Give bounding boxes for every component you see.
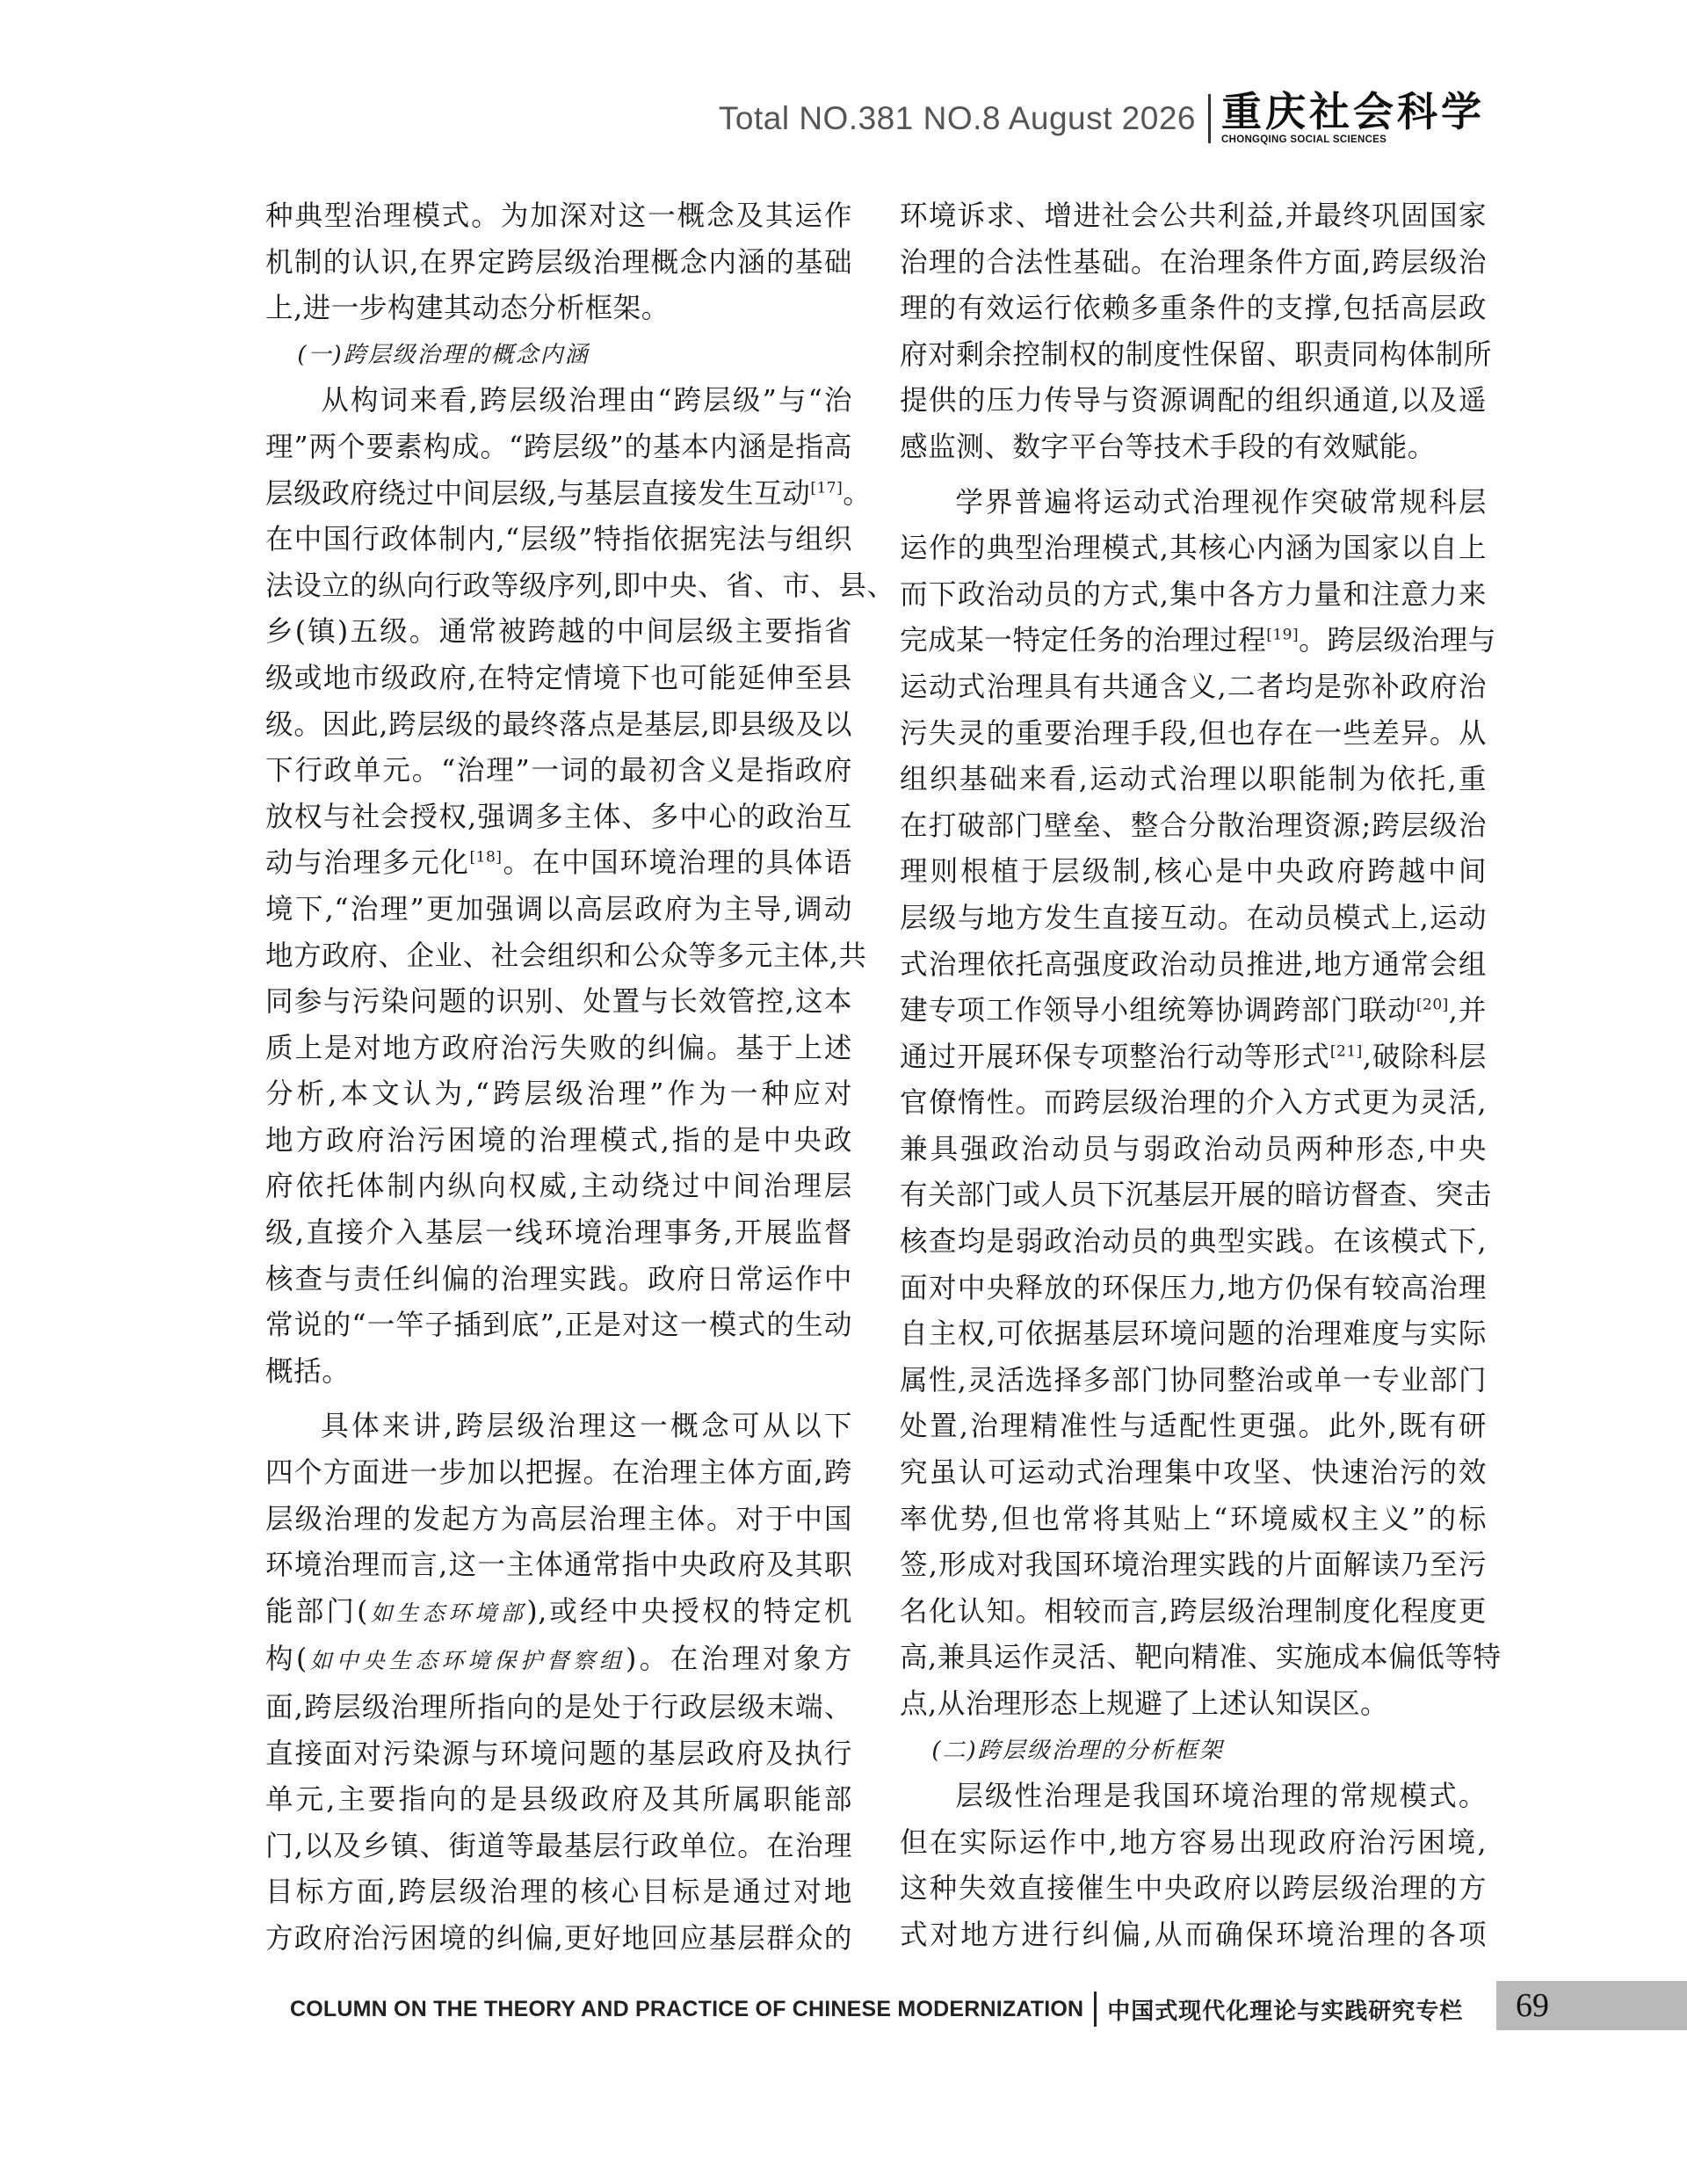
line-text: 常说的“一竿子插到底”,正是对这一模式的生动	[265, 1310, 852, 1342]
text-line	[265, 1497, 852, 1543]
text-line	[900, 849, 1487, 896]
line-text: 究虽认可运动式治理集中攻坚、快速治污的效	[900, 1457, 1487, 1490]
line-text: 级,直接介入基层一线环境治理事务,开展监督	[265, 1217, 852, 1250]
text-line	[900, 1311, 1487, 1358]
text-line	[265, 1026, 852, 1072]
text-line	[265, 1636, 852, 1685]
text-line	[900, 664, 1487, 711]
text-line	[265, 979, 852, 1026]
text-line	[900, 1542, 1487, 1589]
page-number-box	[1496, 1981, 1687, 2030]
line-text: 层级政府绕过中间层级,与基层直接发生互动	[265, 477, 811, 510]
text-line	[265, 840, 852, 887]
text-line	[900, 896, 1487, 942]
line-text: (二)跨层级治理的分析框架	[931, 1737, 1224, 1764]
text-line	[900, 1681, 1487, 1728]
text-line	[900, 572, 1487, 619]
citation-ref: [21]	[1329, 1042, 1363, 1061]
line-text: 环境诉求、增进社会公共利益,并最终巩固国家	[900, 200, 1487, 232]
text-line	[900, 1635, 1502, 1681]
line-text: 四个方面进一步加以把握。在治理主体方面,跨	[265, 1457, 852, 1490]
text-line	[900, 1358, 1487, 1404]
text-line	[900, 480, 1487, 526]
line-text: 地方政府治污困境的治理模式,指的是中央政	[265, 1124, 852, 1157]
line-text: 环境治理而言,这一主体通常指中央政府及其职	[265, 1549, 852, 1582]
text-line	[265, 563, 895, 610]
text-line	[265, 1869, 852, 1916]
paragraph-gap	[265, 1395, 852, 1404]
line-text: 具体来讲,跨层级治理这一概念可从以下	[321, 1411, 852, 1443]
text-line	[900, 1172, 1492, 1219]
line-text: 属性,灵活选择多部门协同整治或单一专业部门	[900, 1364, 1487, 1397]
text-line	[900, 1589, 1487, 1636]
line-text: 府依托体制内纵向权威,主动绕过中间治理层	[265, 1171, 852, 1203]
line-text: 运动式治理具有共通含义,二者均是弥补政府治	[900, 671, 1487, 703]
left-column	[265, 193, 895, 1963]
column-title-en: COLUMN ON THE THEORY AND PRACTICE OF CHINESE MODERNIZATION	[290, 1996, 1084, 2021]
line-text: 单元,主要指向的是县级政府及其所属职能部	[265, 1784, 852, 1817]
text-line	[900, 1912, 1487, 1959]
text-line	[265, 933, 867, 980]
text-line	[265, 609, 852, 656]
line-text: 官僚惰性。而跨层级治理的介入方式更为灵活,	[900, 1087, 1487, 1120]
footer-divider	[1094, 1992, 1097, 2027]
text-line	[900, 378, 1487, 424]
line-text-tail: ,破除科层	[1362, 1041, 1487, 1073]
text-line	[900, 1404, 1487, 1450]
line-text: 种典型治理模式。为加深对这一概念及其运作	[265, 200, 852, 232]
text-line	[900, 1450, 1487, 1497]
text-line	[265, 1450, 852, 1497]
text-line	[900, 988, 1487, 1034]
line-text: 核查均是弱政治动员的典型实践。在该模式下,	[900, 1226, 1487, 1259]
line-text: 理”两个要素构成。“跨层级”的基本内涵是指高	[265, 431, 852, 463]
line-text-tail: ),或经中央授权的特定机	[526, 1595, 852, 1628]
text-line	[900, 618, 1496, 664]
line-text: 签,形成对我国环境治理实践的片面解读乃至污	[900, 1549, 1487, 1582]
text-line	[265, 1589, 852, 1637]
line-text: 通过开展环保专项整治行动等形式	[900, 1041, 1330, 1073]
line-text: 概括。	[265, 1355, 351, 1388]
line-text: 动与治理多元化	[265, 847, 470, 880]
line-text: 运作的典型治理模式,其核心内涵为国家以自上	[900, 533, 1487, 565]
text-line	[265, 517, 852, 563]
header-divider	[1208, 94, 1211, 143]
line-text: 提供的压力传导与资源调配的组织通道,以及遥	[900, 385, 1487, 417]
line-text: 法设立的纵向行政等级序列,即中央、省、市、县、	[265, 570, 895, 602]
text-line	[265, 748, 852, 795]
text-line	[900, 711, 1487, 758]
line-text: 方政府治污困境的纠偏,更好地回应基层群众的	[265, 1922, 852, 1955]
section-subheading	[265, 332, 852, 379]
line-text: 这种失效直接催生中央政府以跨层级治理的方	[900, 1873, 1487, 1905]
line-text: 自主权,可依据基层环境问题的治理难度与实际	[900, 1318, 1487, 1351]
text-line	[265, 1164, 852, 1210]
line-text: 组织基础来看,运动式治理以职能制为依托,重	[900, 764, 1487, 796]
text-line	[265, 424, 852, 471]
line-text: 上,进一步构建其动态分析框架。	[265, 293, 670, 325]
line-text: 层级治理的发起方为高层治理主体。对于中国	[265, 1503, 852, 1535]
line-text: 理的有效运行依赖多重条件的支撑,包括高层政	[900, 293, 1487, 325]
journal-logo	[1221, 88, 1485, 146]
page-number: 69	[1516, 1987, 1549, 2024]
text-line	[265, 1118, 852, 1165]
line-text: 完成某一特定任务的治理过程	[900, 625, 1267, 657]
line-text: 目标方面,跨层级治理的核心目标是通过对地	[265, 1876, 852, 1909]
text-line	[265, 378, 852, 424]
text-line	[265, 1777, 852, 1824]
line-text: 处置,治理精准性与适配性更强。此外,既有研	[900, 1411, 1487, 1443]
inline-note: 如中央生态环境保护督察组	[307, 1648, 626, 1674]
line-text: 门,以及乡镇、街道等最基层行政单位。在治理	[265, 1830, 852, 1862]
column-title-cn: 中国式现代化理论与实践研究专栏	[1107, 1998, 1464, 2025]
line-text: 感监测、数字平台等技术手段的有效赋能。	[900, 431, 1436, 463]
text-line	[265, 1071, 852, 1118]
text-line	[900, 1034, 1487, 1081]
text-line	[900, 240, 1487, 287]
line-text: 兼具强政治动员与弱政治动员两种形态,中央	[900, 1133, 1487, 1165]
line-text: 在中国行政体制内,“层级”特指依据宪法与组织	[265, 524, 852, 556]
citation-ref: [19]	[1266, 626, 1300, 644]
running-header	[719, 88, 1485, 149]
text-line	[900, 803, 1487, 850]
journal-title-en: CHONGQING SOCIAL SCIENCES	[1221, 134, 1387, 146]
text-line	[900, 1219, 1487, 1266]
line-text: 分析,本文认为,“跨层级治理”作为一种应对	[265, 1078, 852, 1111]
line-text: 地方政府、企业、社会组织和公众等多元主体,共	[265, 940, 867, 972]
paragraph-gap	[900, 471, 1487, 480]
text-line	[900, 1266, 1487, 1312]
line-text: 污失灵的重要治理手段,但也存在一些差异。从	[900, 717, 1487, 750]
text-line	[900, 1497, 1487, 1543]
text-line	[265, 656, 852, 702]
line-text-tail: )。在治理对象方	[625, 1643, 852, 1676]
line-text: 级或地市级政府,在特定情境下也可能延伸至县	[265, 662, 852, 694]
line-text: 但在实际运作中,地方容易出现政府治污困境,	[900, 1826, 1487, 1859]
text-line	[900, 757, 1487, 803]
line-text: 能部门(	[265, 1595, 368, 1628]
text-line	[265, 193, 852, 240]
line-text: 级。因此,跨层级的最终落点是基层,即县级及以	[265, 708, 852, 741]
line-text: 直接面对污染源与环境问题的基层政府及执行	[265, 1738, 852, 1770]
line-text: 学界普遍将运动式治理视作突破常规科层	[955, 486, 1487, 519]
text-line	[265, 286, 852, 332]
section-subheading	[900, 1728, 1487, 1774]
inline-note: 如生态环境部	[368, 1600, 527, 1626]
text-line	[265, 1916, 852, 1963]
line-text: 而下政治动员的方式,集中各方力量和注意力来	[900, 578, 1487, 611]
text-line	[265, 1404, 852, 1450]
text-line	[265, 471, 872, 518]
text-line	[900, 1127, 1487, 1173]
text-line	[900, 1080, 1487, 1127]
citation-ref: [17]	[810, 479, 844, 497]
line-text: 建专项工作领导小组统筹协调跨部门联动	[900, 995, 1416, 1027]
line-text-tail: 。	[843, 477, 872, 510]
line-text: 机制的认识,在界定跨层级治理概念内涵的基础	[265, 246, 852, 279]
text-line	[265, 1257, 852, 1303]
line-text: 率优势,但也常将其贴上“环境威权主义”的标	[900, 1503, 1487, 1535]
text-line	[900, 1774, 1487, 1820]
text-line	[265, 1731, 852, 1778]
text-line	[900, 286, 1487, 332]
line-text: 境下,“治理”更加强调以高层政府为主导,调动	[265, 893, 852, 925]
text-line	[900, 526, 1487, 572]
text-line	[265, 1824, 852, 1870]
line-text: 式治理依托高强度政治动员推进,地方通常会组	[900, 948, 1487, 981]
text-line	[265, 1542, 852, 1589]
line-text: 从构词来看,跨层级治理由“跨层级”与“治	[321, 385, 852, 417]
line-text: 层级与地方发生直接互动。在动员模式上,运动	[900, 902, 1487, 934]
text-line	[265, 240, 852, 287]
line-text: 式对地方进行纠偏,从而确保环境治理的各项	[900, 1919, 1487, 1951]
line-text: 府对剩余控制权的制度性保留、职责同构体制所	[900, 338, 1492, 371]
line-text: 放权与社会授权,强调多主体、多中心的政治互	[265, 801, 852, 833]
line-text: 面对中央释放的环保压力,地方仍保有较高治理	[900, 1272, 1487, 1304]
text-line	[900, 332, 1492, 379]
line-text: 质上是对地方政府治污失败的纠偏。基于上述	[265, 1032, 852, 1064]
line-text: 层级性治理是我国环境治理的常规模式。	[955, 1781, 1487, 1813]
line-text-tail: 。跨层级治理与	[1299, 625, 1496, 657]
citation-ref: [20]	[1415, 996, 1449, 1014]
right-column	[900, 193, 1502, 1959]
journal-title-cn: 重庆社会科学	[1221, 88, 1485, 136]
line-text: 名化认知。相较而言,跨层级治理制度化程度更	[900, 1595, 1487, 1628]
issue-info: Total NO.381 NO.8 August 2026	[718, 100, 1196, 136]
text-line	[900, 193, 1487, 240]
line-text-tail: ,并	[1448, 995, 1487, 1027]
running-footer	[290, 1983, 1687, 2035]
text-line	[265, 702, 852, 749]
text-line	[265, 1349, 852, 1396]
line-text: 同参与污染问题的识别、处置与长效管控,这本	[265, 986, 852, 1019]
text-line	[265, 1302, 852, 1349]
text-line	[265, 887, 852, 933]
text-line	[900, 1820, 1487, 1867]
text-line	[265, 1685, 852, 1731]
line-text-tail: 。在中国环境治理的具体语	[502, 847, 852, 880]
line-text: 下行政单元。“治理”一词的最初含义是指政府	[265, 755, 852, 787]
citation-ref: [18]	[469, 848, 503, 867]
line-text: 理则根植于层级制,核心是中央政府跨越中间	[900, 856, 1487, 889]
line-text: 乡(镇)五级。通常被跨越的中间层级主要指省	[265, 616, 852, 649]
line-text: 核查与责任纠偏的治理实践。政府日常运作中	[265, 1263, 852, 1295]
text-line	[900, 424, 1487, 471]
line-text: 点,从治理形态上规避了上述认知误区。	[900, 1688, 1389, 1720]
text-line	[265, 1210, 852, 1257]
line-text: 有关部门或人员下沉基层开展的暗访督查、突击	[900, 1179, 1492, 1212]
text-line	[265, 795, 852, 841]
text-line	[900, 942, 1487, 989]
line-text: (一)跨层级治理的概念内涵	[297, 341, 590, 368]
line-text: 构(	[265, 1643, 308, 1676]
text-line	[900, 1866, 1487, 1912]
line-text: 面,跨层级治理所指向的是处于行政层级末端、	[265, 1692, 852, 1723]
line-text: 治理的合法性基础。在治理条件方面,跨层级治	[900, 246, 1487, 279]
line-text: 高,兼具运作灵活、靶向精准、实施成本偏低等特	[900, 1642, 1502, 1674]
line-text: 在打破部门壁垒、整合分散治理资源;跨层级治	[900, 809, 1487, 842]
